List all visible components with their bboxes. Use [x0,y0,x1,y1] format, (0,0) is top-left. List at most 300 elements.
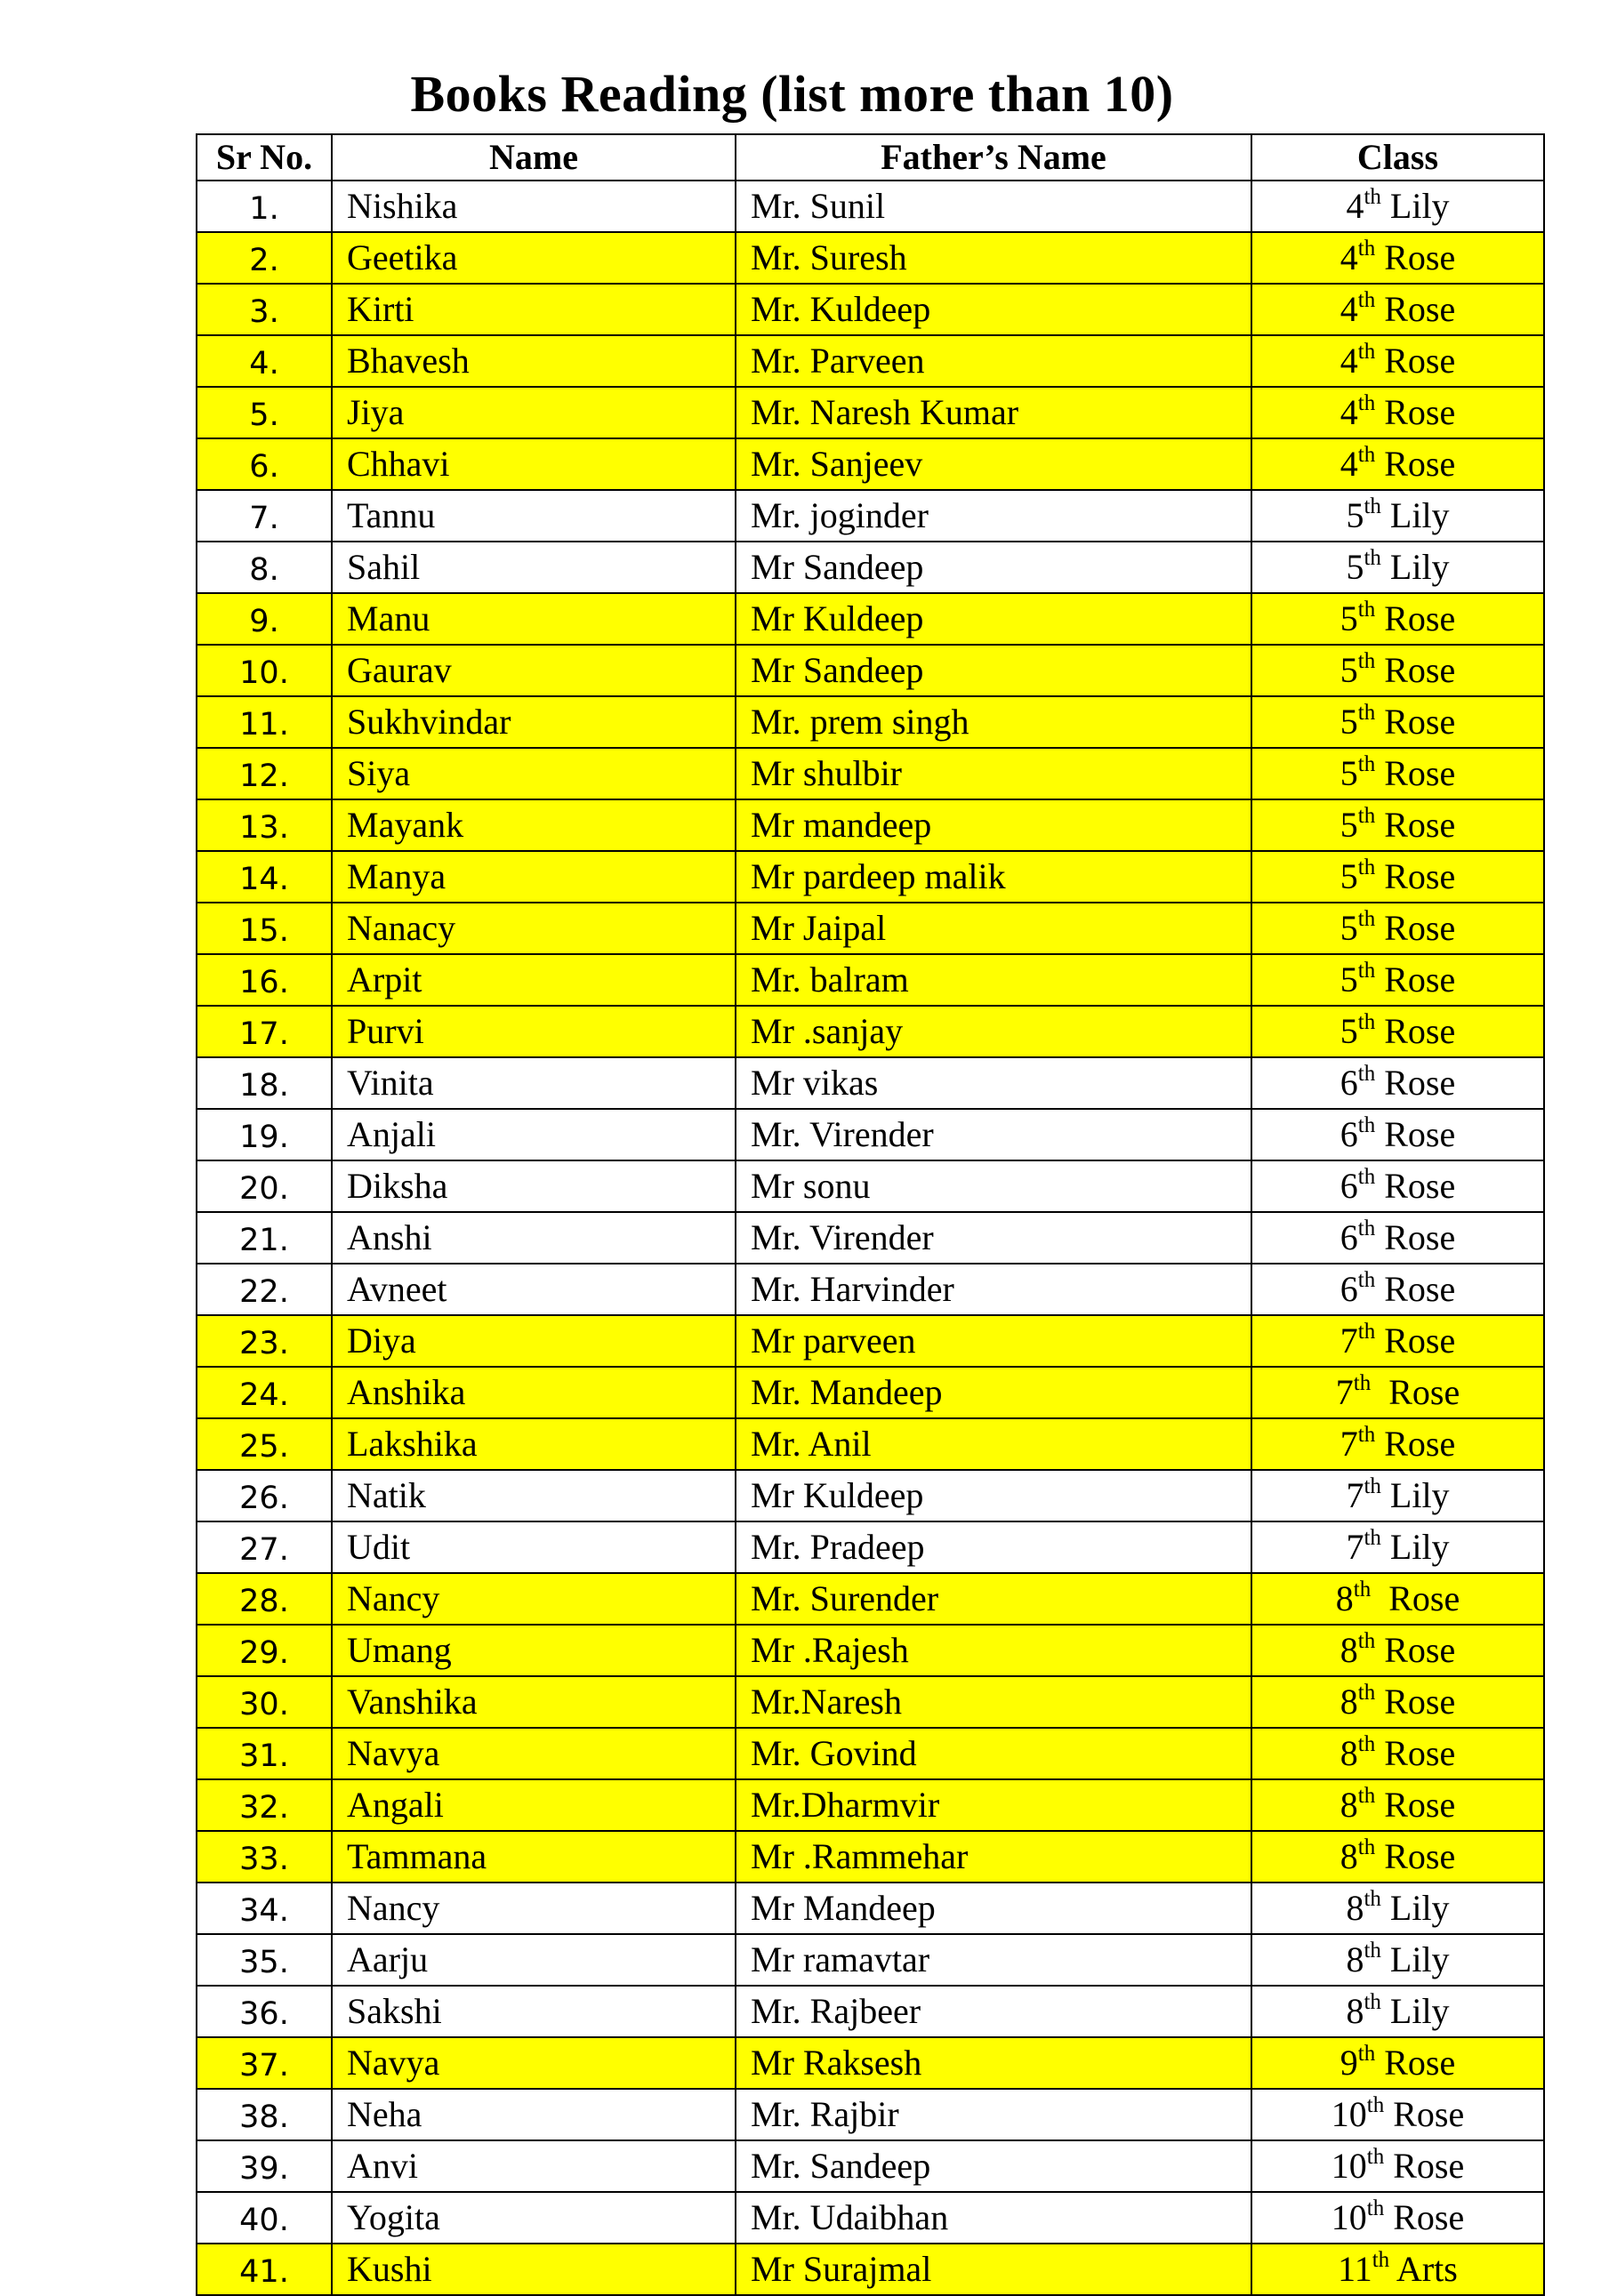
row-name: Nanacy [332,903,736,954]
row-sr-no: 18. [197,1057,332,1109]
class-grade-suffix: th [1357,855,1376,879]
class-grade-suffix: th [1357,1732,1376,1756]
class-grade: 5 [1346,547,1364,587]
class-grade-suffix: th [1357,1835,1376,1859]
row-sr-no: 38. [197,2089,332,2140]
table-row [197,1418,1544,1470]
class-section: Rose [1375,392,1456,432]
row-fathers-name: Mr shulbir [736,748,1251,799]
class-section: Lily [1380,186,1450,226]
table-row [197,903,1544,954]
class-grade: 11 [1338,2249,1372,2289]
row-fathers-name: Mr. Sunil [736,181,1251,232]
class-grade-suffix: th [1364,185,1381,209]
class-grade-suffix: th [1364,494,1381,518]
row-sr-no: 34. [197,1883,332,1934]
class-section: Lily [1380,1527,1450,1567]
class-section: Rose [1375,650,1456,690]
row-fathers-name: Mr .sanjay [736,1006,1251,1057]
class-grade: 4 [1339,444,1358,484]
row-name: Sakshi [332,1986,736,2037]
row-fathers-name: Mr. Kuldeep [736,284,1251,335]
header-name: Name [332,134,736,181]
row-class [1251,181,1544,232]
row-class [1251,696,1544,748]
table-row [197,1986,1544,2037]
class-grade-suffix: th [1357,649,1376,673]
row-fathers-name: Mr parveen [736,1315,1251,1367]
class-grade-suffix: th [1357,701,1376,725]
class-section: Arts [1389,2249,1458,2289]
row-sr-no: 26. [197,1470,332,1521]
row-name: Jiya [332,387,736,438]
row-sr-no: 11. [197,696,332,748]
row-fathers-name: Mr Sandeep [736,645,1251,696]
row-name: Manu [332,593,736,645]
row-name: Anjali [332,1109,736,1160]
row-name: Sukhvindar [332,696,736,748]
row-fathers-name: Mr. Virender [736,1109,1251,1160]
row-name: Navya [332,2037,736,2089]
row-sr-no: 41. [197,2244,332,2295]
class-grade-suffix: th [1357,1010,1376,1034]
table-row [197,696,1544,748]
row-name: Sahil [332,542,736,593]
row-class [1251,1109,1544,1160]
class-grade: 7 [1339,1424,1358,1464]
page-title-text: Books Reading (list more than 10) [410,65,1174,123]
class-grade: 8 [1346,1888,1364,1928]
row-class [1251,1418,1544,1470]
class-grade-suffix: th [1353,1371,1372,1395]
row-name: Gaurav [332,645,736,696]
class-section: Rose [1375,1836,1456,1876]
class-grade: 4 [1339,341,1358,381]
table-row [197,1006,1544,1057]
table-row [197,181,1544,232]
row-sr-no: 17. [197,1006,332,1057]
row-fathers-name: Mr .Rammehar [736,1831,1251,1883]
row-fathers-name: Mr. Pradeep [736,1521,1251,1573]
class-grade: 7 [1346,1475,1364,1515]
row-sr-no: 1. [197,181,332,232]
row-name: Anshi [332,1212,736,1264]
row-name: Angali [332,1779,736,1831]
row-class [1251,645,1544,696]
header-class: Class [1251,134,1544,181]
row-class [1251,2192,1544,2244]
table-row [197,748,1544,799]
class-grade: 8 [1339,1836,1358,1876]
table-row [197,1264,1544,1315]
row-name: Neha [332,2089,736,2140]
class-grade-suffix: th [1364,546,1381,570]
row-sr-no: 14. [197,851,332,903]
row-sr-no: 3. [197,284,332,335]
class-section: Rose [1371,1372,1460,1412]
class-section: Rose [1375,1269,1456,1309]
row-name: Nancy [332,1573,736,1625]
row-name: Kushi [332,2244,736,2295]
row-sr-no: 30. [197,1676,332,1728]
row-name: Diksha [332,1160,736,1212]
class-grade-suffix: th [1364,1939,1381,1963]
row-class [1251,490,1544,542]
row-name: Lakshika [332,1418,736,1470]
class-grade-suffix: th [1357,1216,1376,1240]
class-section: Rose [1375,1217,1456,1257]
row-fathers-name: Mr. Govind [736,1728,1251,1779]
row-fathers-name: Mr. Sandeep [736,2140,1251,2192]
class-grade-suffix: th [1357,340,1376,364]
class-section: Rose [1375,237,1456,277]
class-section: Rose [1375,1011,1456,1051]
row-name: Tannu [332,490,736,542]
row-fathers-name: Mr. balram [736,954,1251,1006]
table-row [197,799,1544,851]
row-class [1251,438,1544,490]
class-grade: 5 [1339,1011,1358,1051]
row-class [1251,1057,1544,1109]
class-grade-suffix: th [1366,2196,1385,2220]
class-section: Rose [1375,444,1456,484]
class-grade-suffix: th [1357,752,1376,776]
row-fathers-name: Mr Jaipal [736,903,1251,954]
table-row [197,1573,1544,1625]
class-section: Rose [1375,1733,1456,1773]
row-class [1251,903,1544,954]
row-sr-no: 22. [197,1264,332,1315]
table-row [197,335,1544,387]
row-sr-no: 4. [197,335,332,387]
class-section: Rose [1375,753,1456,793]
class-grade-suffix: th [1357,443,1376,467]
table-row [197,2244,1544,2295]
table-row [197,1779,1544,1831]
class-grade: 4 [1339,237,1358,277]
class-grade-suffix: th [1357,2042,1376,2066]
class-grade-suffix: th [1366,2093,1385,2117]
row-sr-no: 28. [197,1573,332,1625]
class-section: Rose [1375,1321,1456,1361]
class-grade: 8 [1339,1630,1358,1670]
class-section: Lily [1380,1888,1450,1928]
row-fathers-name: Mr mandeep [736,799,1251,851]
row-sr-no: 19. [197,1109,332,1160]
class-grade-suffix: th [1357,907,1376,931]
row-class [1251,1315,1544,1367]
row-fathers-name: Mr. Parveen [736,335,1251,387]
row-name: Arpit [332,954,736,1006]
class-section: Rose [1375,959,1456,999]
row-class [1251,1779,1544,1831]
class-grade-suffix: th [1357,1320,1376,1344]
row-sr-no: 33. [197,1831,332,1883]
class-section: Rose [1375,1630,1456,1670]
table-row [197,1315,1544,1367]
table-row [197,1212,1544,1264]
table-row [197,1160,1544,1212]
class-section: Lily [1380,1939,1450,1979]
table-row [197,1728,1544,1779]
class-grade-suffix: th [1357,288,1376,312]
row-fathers-name: Mr. Mandeep [736,1367,1251,1418]
row-fathers-name: Mr sonu [736,1160,1251,1212]
class-grade-suffix: th [1366,2145,1385,2169]
row-class [1251,593,1544,645]
row-class [1251,1367,1544,1418]
table-row [197,2089,1544,2140]
row-name: Avneet [332,1264,736,1315]
class-grade: 10 [1331,2197,1367,2237]
row-name: Vanshika [332,1676,736,1728]
row-sr-no: 7. [197,490,332,542]
row-fathers-name: Mr. Naresh Kumar [736,387,1251,438]
class-section: Rose [1375,1424,1456,1464]
class-grade: 8 [1346,1991,1364,2031]
row-fathers-name: Mr Raksesh [736,2037,1251,2089]
row-name: Nancy [332,1883,736,1934]
class-grade-suffix: th [1372,2248,1390,2272]
row-class [1251,2140,1544,2192]
class-grade-suffix: th [1357,1062,1376,1086]
row-name: Bhavesh [332,335,736,387]
row-fathers-name: Mr .Rajesh [736,1625,1251,1676]
row-name: Mayank [332,799,736,851]
class-section: Rose [1375,856,1456,896]
class-grade-suffix: th [1357,1268,1376,1292]
row-class [1251,1573,1544,1625]
table-body [197,181,1544,2295]
class-grade-suffix: th [1357,1681,1376,1705]
class-section: Rose [1375,1063,1456,1103]
page-title [0,59,1609,130]
row-sr-no: 13. [197,799,332,851]
row-fathers-name: Mr pardeep malik [736,851,1251,903]
class-section: Rose [1375,702,1456,742]
row-fathers-name: Mr. Suresh [736,232,1251,284]
row-name: Yogita [332,2192,736,2244]
row-sr-no: 10. [197,645,332,696]
class-grade-suffix: th [1357,237,1376,261]
table-row [197,1831,1544,1883]
row-sr-no: 6. [197,438,332,490]
row-name: Tammana [332,1831,736,1883]
row-class [1251,1470,1544,1521]
class-section: Rose [1375,805,1456,845]
class-grade: 6 [1339,1063,1358,1103]
row-sr-no: 23. [197,1315,332,1367]
class-grade-suffix: th [1357,1165,1376,1189]
row-class [1251,1934,1544,1986]
row-class [1251,1883,1544,1934]
class-grade-suffix: th [1364,1887,1381,1911]
class-grade: 8 [1339,1733,1358,1773]
row-class [1251,851,1544,903]
row-class [1251,387,1544,438]
row-sr-no: 40. [197,2192,332,2244]
class-grade: 5 [1346,495,1364,535]
row-sr-no: 36. [197,1986,332,2037]
class-section: Rose [1384,2146,1465,2186]
row-fathers-name: Mr vikas [736,1057,1251,1109]
row-class [1251,799,1544,851]
row-fathers-name: Mr Sandeep [736,542,1251,593]
row-fathers-name: Mr Kuldeep [736,593,1251,645]
class-grade: 9 [1339,2043,1358,2083]
row-sr-no: 24. [197,1367,332,1418]
row-fathers-name: Mr Mandeep [736,1883,1251,1934]
class-section: Rose [1384,2094,1465,2134]
table-row [197,1676,1544,1728]
class-grade-suffix: th [1357,1423,1376,1447]
row-sr-no: 5. [197,387,332,438]
class-section: Rose [1375,289,1456,329]
class-grade-suffix: th [1364,1526,1381,1550]
row-class [1251,1986,1544,2037]
class-grade: 5 [1339,959,1358,999]
class-grade: 5 [1339,753,1358,793]
class-section: Rose [1375,341,1456,381]
table-row [197,1057,1544,1109]
table-row [197,1470,1544,1521]
row-sr-no: 27. [197,1521,332,1573]
row-class [1251,1521,1544,1573]
class-grade: 7 [1335,1372,1354,1412]
row-name: Anshika [332,1367,736,1418]
row-fathers-name: Mr.Naresh [736,1676,1251,1728]
table-row [197,593,1544,645]
class-grade: 5 [1339,598,1358,638]
class-grade: 6 [1339,1114,1358,1154]
class-grade: 5 [1339,856,1358,896]
class-grade: 6 [1339,1217,1358,1257]
row-class [1251,335,1544,387]
row-sr-no: 21. [197,1212,332,1264]
row-class [1251,2089,1544,2140]
row-name: Siya [332,748,736,799]
row-name: Umang [332,1625,736,1676]
class-section: Rose [1375,1785,1456,1825]
row-name: Diya [332,1315,736,1367]
table-row [197,645,1544,696]
class-grade: 8 [1339,1682,1358,1722]
row-name: Udit [332,1521,736,1573]
table-row [197,851,1544,903]
table-row [197,1883,1544,1934]
class-grade-suffix: th [1353,1577,1372,1602]
class-grade-suffix: th [1357,1629,1376,1653]
class-grade: 5 [1339,650,1358,690]
class-grade: 7 [1339,1321,1358,1361]
row-sr-no: 31. [197,1728,332,1779]
table-header-row [197,134,1544,181]
row-class [1251,1676,1544,1728]
row-class [1251,2037,1544,2089]
row-sr-no: 8. [197,542,332,593]
row-sr-no: 9. [197,593,332,645]
class-grade: 5 [1339,702,1358,742]
row-class [1251,954,1544,1006]
row-sr-no: 35. [197,1934,332,1986]
row-class [1251,1160,1544,1212]
header-fathers-name: Father’s Name [736,134,1251,181]
row-class [1251,1212,1544,1264]
row-name: Chhavi [332,438,736,490]
row-fathers-name: Mr. Virender [736,1212,1251,1264]
class-grade-suffix: th [1364,1990,1381,2014]
row-sr-no: 29. [197,1625,332,1676]
table-row [197,1934,1544,1986]
row-sr-no: 20. [197,1160,332,1212]
class-section: Rose [1371,1578,1460,1618]
class-grade: 5 [1339,805,1358,845]
row-class [1251,284,1544,335]
row-name: Geetika [332,232,736,284]
class-grade: 6 [1339,1166,1358,1206]
class-section: Lily [1380,1475,1450,1515]
row-class [1251,542,1544,593]
row-class [1251,232,1544,284]
class-grade: 7 [1346,1527,1364,1567]
table-row [197,1367,1544,1418]
row-class [1251,1006,1544,1057]
row-class [1251,1831,1544,1883]
row-fathers-name: Mr. Anil [736,1418,1251,1470]
class-grade: 8 [1335,1578,1354,1618]
row-fathers-name: Mr. Sanjeev [736,438,1251,490]
row-class [1251,2244,1544,2295]
class-section: Rose [1384,2197,1465,2237]
class-section: Rose [1375,1682,1456,1722]
table-row [197,954,1544,1006]
row-sr-no: 15. [197,903,332,954]
class-section: Lily [1380,547,1450,587]
row-fathers-name: Mr.Dharmvir [736,1779,1251,1831]
class-grade: 10 [1331,2146,1367,2186]
table-row [197,1625,1544,1676]
class-section: Lily [1380,495,1450,535]
table-row [197,2037,1544,2089]
class-grade: 10 [1331,2094,1367,2134]
row-sr-no: 16. [197,954,332,1006]
header-sr-no: Sr No. [197,134,332,181]
row-name: Natik [332,1470,736,1521]
row-fathers-name: Mr ramavtar [736,1934,1251,1986]
row-fathers-name: Mr. Rajbeer [736,1986,1251,2037]
table-row [197,542,1544,593]
row-fathers-name: Mr. Surender [736,1573,1251,1625]
class-grade: 6 [1339,1269,1358,1309]
row-class [1251,748,1544,799]
row-name: Kirti [332,284,736,335]
class-grade: 4 [1339,392,1358,432]
row-name: Aarju [332,1934,736,1986]
table-row [197,438,1544,490]
class-section: Rose [1375,1114,1456,1154]
table-row [197,387,1544,438]
class-grade: 8 [1339,1785,1358,1825]
row-fathers-name: Mr. Rajbir [736,2089,1251,2140]
row-class [1251,1625,1544,1676]
row-name: Purvi [332,1006,736,1057]
class-grade-suffix: th [1357,1784,1376,1808]
row-name: Manya [332,851,736,903]
students-table [196,133,1545,2296]
row-fathers-name: Mr. Udaibhan [736,2192,1251,2244]
class-grade-suffix: th [1357,391,1376,415]
class-grade-suffix: th [1357,598,1376,622]
